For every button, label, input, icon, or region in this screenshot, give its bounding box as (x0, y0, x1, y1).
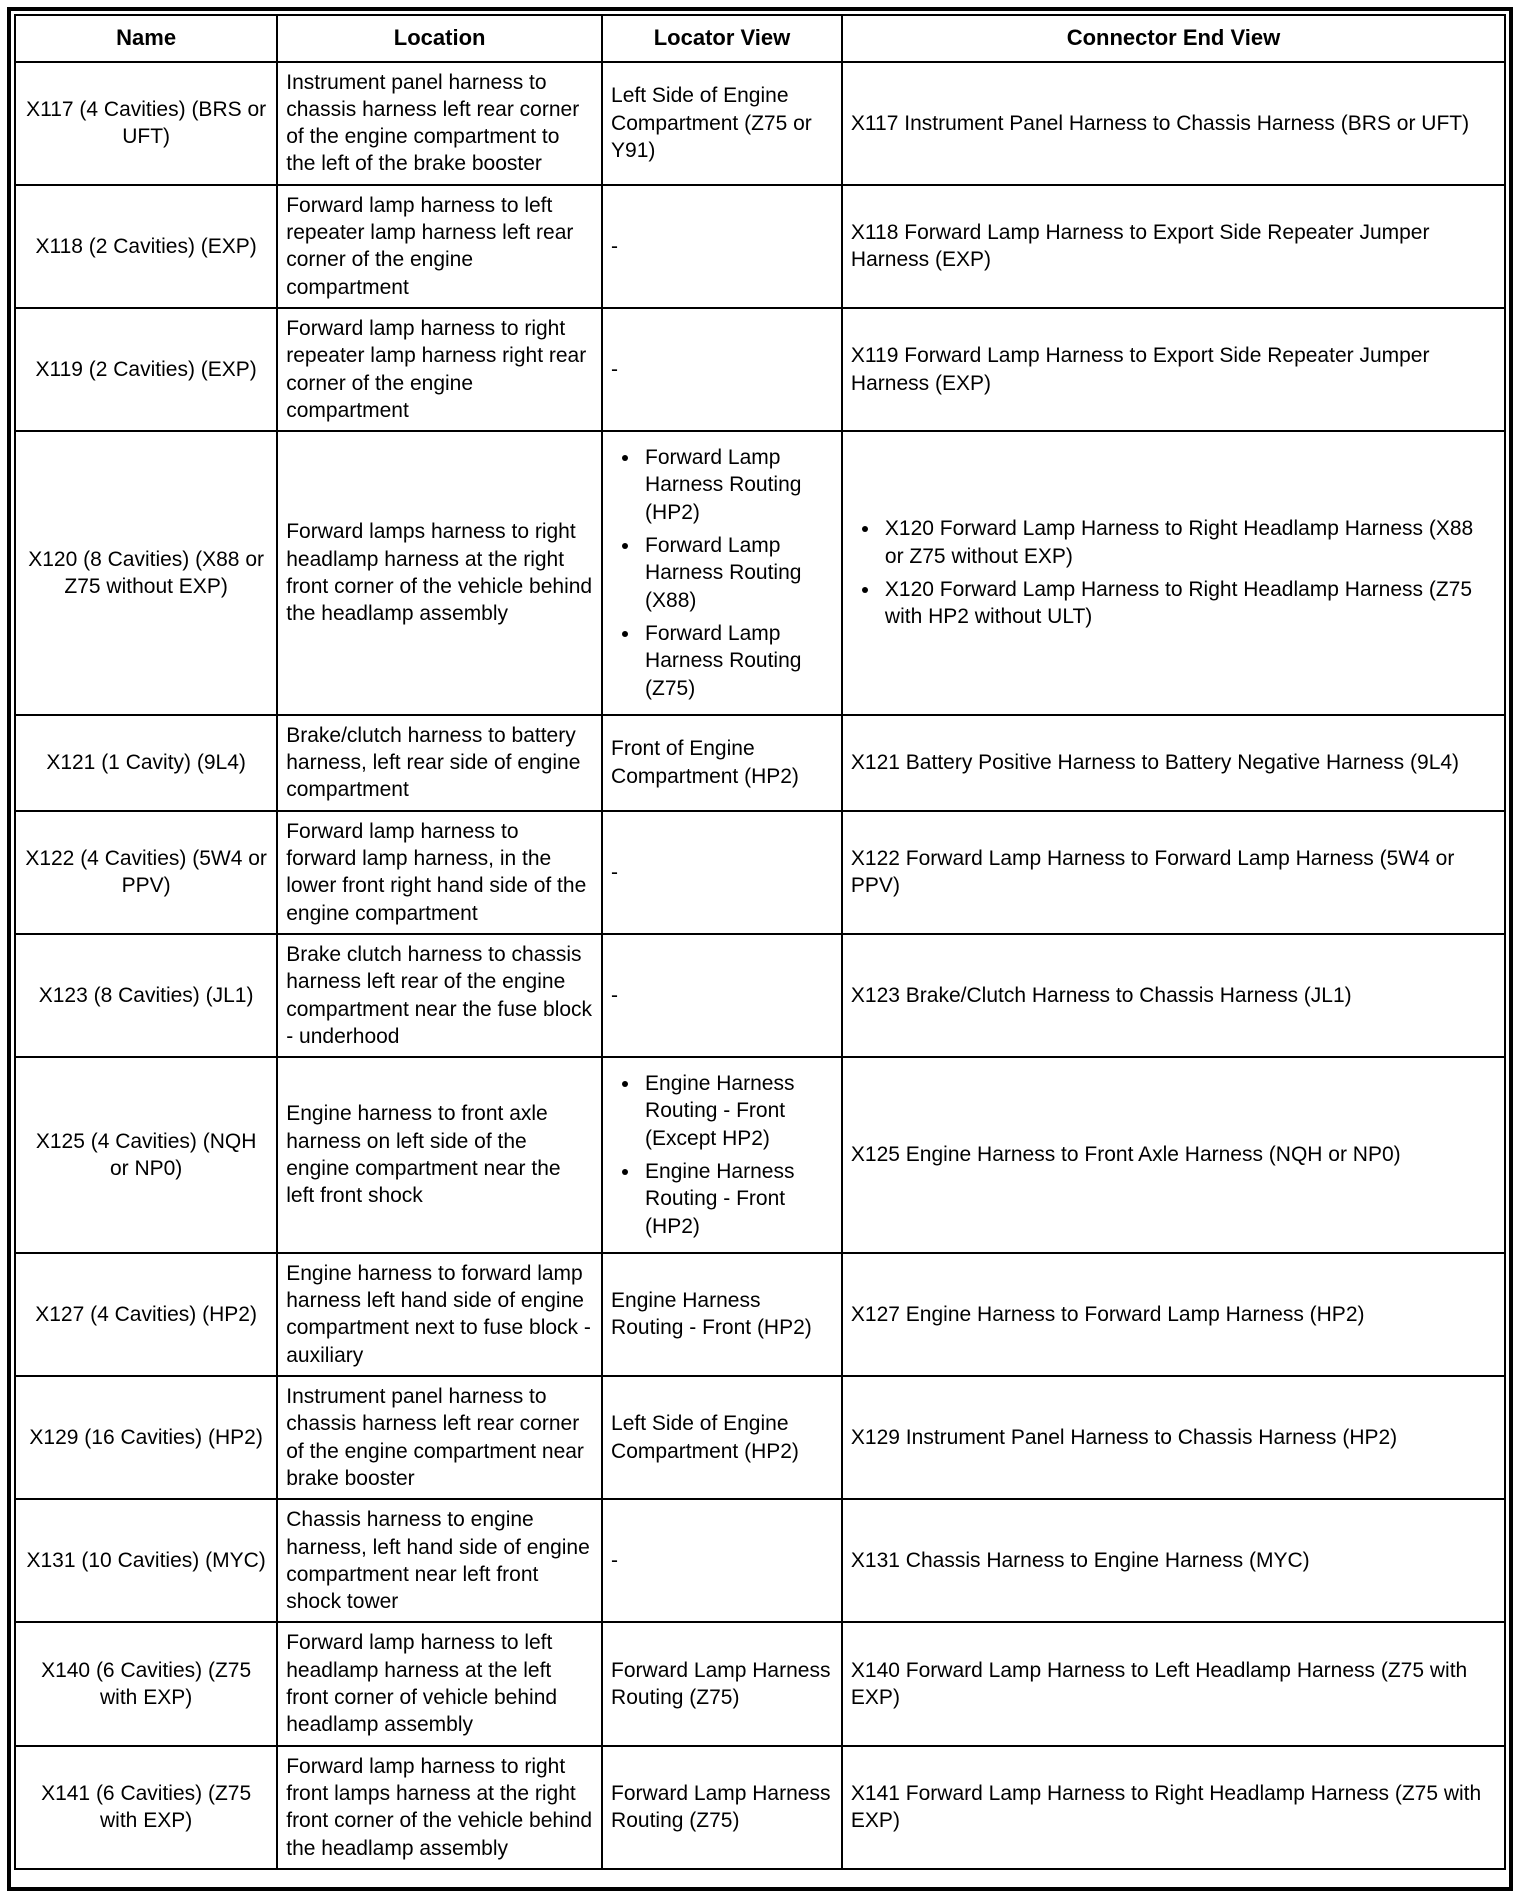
name-cell: X119 (2 Cavities) (EXP) (15, 308, 277, 431)
location-cell: Forward lamps harness to right headlamp harness at the right front corner of the vehicle behind the headlamp assembly (277, 431, 602, 715)
location-cell: Forward lamp harness to left repeater lamp harness left rear corner of the engine compartment (277, 185, 602, 308)
location-cell: Engine harness to front axle harness on left side of the engine compartment near the left front shock (277, 1057, 602, 1253)
connector-end-view-cell: X118 Forward Lamp Harness to Export Side Repeater Jumper Harness (EXP) (842, 185, 1505, 308)
table-row (15, 62, 1505, 185)
connector-end-view-cell (842, 431, 1505, 715)
table-frame (7, 7, 1513, 1891)
connector-end-view-cell: X121 Battery Positive Harness to Battery Negative Harness (9L4) (842, 715, 1505, 811)
locator-view-cell (602, 1057, 842, 1253)
table-row (15, 185, 1505, 308)
connector-end-view-cell: X125 Engine Harness to Front Axle Harness (NQH or NP0) (842, 1057, 1505, 1253)
name-cell: X125 (4 Cavities) (NQH or NP0) (15, 1057, 277, 1253)
name-cell: X117 (4 Cavities) (BRS or UFT) (15, 62, 277, 185)
connector-end-view-cell: X117 Instrument Panel Harness to Chassis Harness (BRS or UFT) (842, 62, 1505, 185)
connector-end-view-cell: X140 Forward Lamp Harness to Left Headlamp Harness (Z75 with EXP) (842, 1622, 1505, 1745)
locator-view-list (611, 444, 833, 702)
connector-end-view-cell: X127 Engine Harness to Forward Lamp Harness (HP2) (842, 1253, 1505, 1376)
location-cell: Engine harness to forward lamp harness left hand side of engine compartment next to fuse block - auxiliary (277, 1253, 602, 1376)
column-header-locator-view: Locator View (602, 15, 842, 62)
name-cell: X123 (8 Cavities) (JL1) (15, 934, 277, 1057)
locator-view-cell: Left Side of Engine Compartment (Z75 or Y91) (602, 62, 842, 185)
name-cell: X122 (4 Cavities) (5W4 or PPV) (15, 811, 277, 934)
locator-view-cell: Forward Lamp Harness Routing (Z75) (602, 1746, 842, 1869)
table-row (15, 1253, 1505, 1376)
name-cell: X131 (10 Cavities) (MYC) (15, 1499, 277, 1622)
connector-end-view-cell: X119 Forward Lamp Harness to Export Side Repeater Jumper Harness (EXP) (842, 308, 1505, 431)
locator-view-cell (602, 431, 842, 715)
locator-view-cell: Left Side of Engine Compartment (HP2) (602, 1376, 842, 1499)
table-row (15, 811, 1505, 934)
location-cell: Instrument panel harness to chassis harness left rear corner of the engine compartment to the left of the brake booster (277, 62, 602, 185)
location-cell: Brake/clutch harness to battery harness, left rear side of engine compartment (277, 715, 602, 811)
location-cell: Instrument panel harness to chassis harness left rear corner of the engine compartment near brake booster (277, 1376, 602, 1499)
name-cell: X141 (6 Cavities) (Z75 with EXP) (15, 1746, 277, 1869)
location-cell: Forward lamp harness to forward lamp harness, in the lower front right hand side of the engine compartment (277, 811, 602, 934)
name-cell: X140 (6 Cavities) (Z75 with EXP) (15, 1622, 277, 1745)
table-row (15, 431, 1505, 715)
connector-end-view-cell: X131 Chassis Harness to Engine Harness (MYC) (842, 1499, 1505, 1622)
locator-view-cell: - (602, 185, 842, 308)
name-cell: X120 (8 Cavities) (X88 or Z75 without EXP) (15, 431, 277, 715)
table-row (15, 308, 1505, 431)
table-row (15, 1622, 1505, 1745)
name-cell: X129 (16 Cavities) (HP2) (15, 1376, 277, 1499)
table-row (15, 934, 1505, 1057)
connector-end-view-cell: X122 Forward Lamp Harness to Forward Lamp Harness (5W4 or PPV) (842, 811, 1505, 934)
column-header-name: Name (15, 15, 277, 62)
location-cell: Forward lamp harness to left headlamp harness at the left front corner of vehicle behind headlamp assembly (277, 1622, 602, 1745)
column-header-location: Location (277, 15, 602, 62)
locator-view-cell: - (602, 934, 842, 1057)
header-row (15, 15, 1505, 62)
locator-view-list-item: • Forward Lamp Harness Routing (HP2) (641, 444, 833, 526)
column-header-connector-end-view: Connector End View (842, 15, 1505, 62)
connector-end-view-cell: X123 Brake/Clutch Harness to Chassis Harness (JL1) (842, 934, 1505, 1057)
location-cell: Forward lamp harness to right front lamps harness at the right front corner of the vehicle behind the headlamp assembly (277, 1746, 602, 1869)
locator-view-cell: - (602, 1499, 842, 1622)
table-row (15, 1057, 1505, 1253)
locator-view-cell: Forward Lamp Harness Routing (Z75) (602, 1622, 842, 1745)
location-cell: Brake clutch harness to chassis harness left rear of the engine compartment near the fuse block - underhood (277, 934, 602, 1057)
location-cell: Chassis harness to engine harness, left hand side of engine compartment near left front shock tower (277, 1499, 602, 1622)
table-row (15, 1499, 1505, 1622)
locator-view-cell: - (602, 811, 842, 934)
locator-view-cell: Front of Engine Compartment (HP2) (602, 715, 842, 811)
locator-view-list-item: • Engine Harness Routing - Front (Except HP2) (641, 1070, 833, 1152)
name-cell: X118 (2 Cavities) (EXP) (15, 185, 277, 308)
name-cell: X127 (4 Cavities) (HP2) (15, 1253, 277, 1376)
locator-view-cell: - (602, 308, 842, 431)
table-row (15, 1376, 1505, 1499)
location-cell: Forward lamp harness to right repeater lamp harness right rear corner of the engine compartment (277, 308, 602, 431)
table-row (15, 715, 1505, 811)
name-cell: X121 (1 Cavity) (9L4) (15, 715, 277, 811)
connector-end-view-list-item: • X120 Forward Lamp Harness to Right Headlamp Harness (Z75 with HP2 without ULT) (881, 576, 1496, 631)
locator-view-list-item: • Engine Harness Routing - Front (HP2) (641, 1158, 833, 1240)
connector-end-view-cell: X141 Forward Lamp Harness to Right Headlamp Harness (Z75 with EXP) (842, 1746, 1505, 1869)
locator-view-list (611, 1070, 833, 1240)
connector-end-view-list (851, 515, 1496, 630)
locator-view-cell: Engine Harness Routing - Front (HP2) (602, 1253, 842, 1376)
connector-end-view-cell: X129 Instrument Panel Harness to Chassis Harness (HP2) (842, 1376, 1505, 1499)
table-row (15, 1746, 1505, 1869)
locator-view-list-item: • Forward Lamp Harness Routing (Z75) (641, 620, 833, 702)
connector-end-view-list-item: • X120 Forward Lamp Harness to Right Headlamp Harness (X88 or Z75 without EXP) (881, 515, 1496, 570)
locator-view-list-item: • Forward Lamp Harness Routing (X88) (641, 532, 833, 614)
connector-table (14, 14, 1506, 1870)
